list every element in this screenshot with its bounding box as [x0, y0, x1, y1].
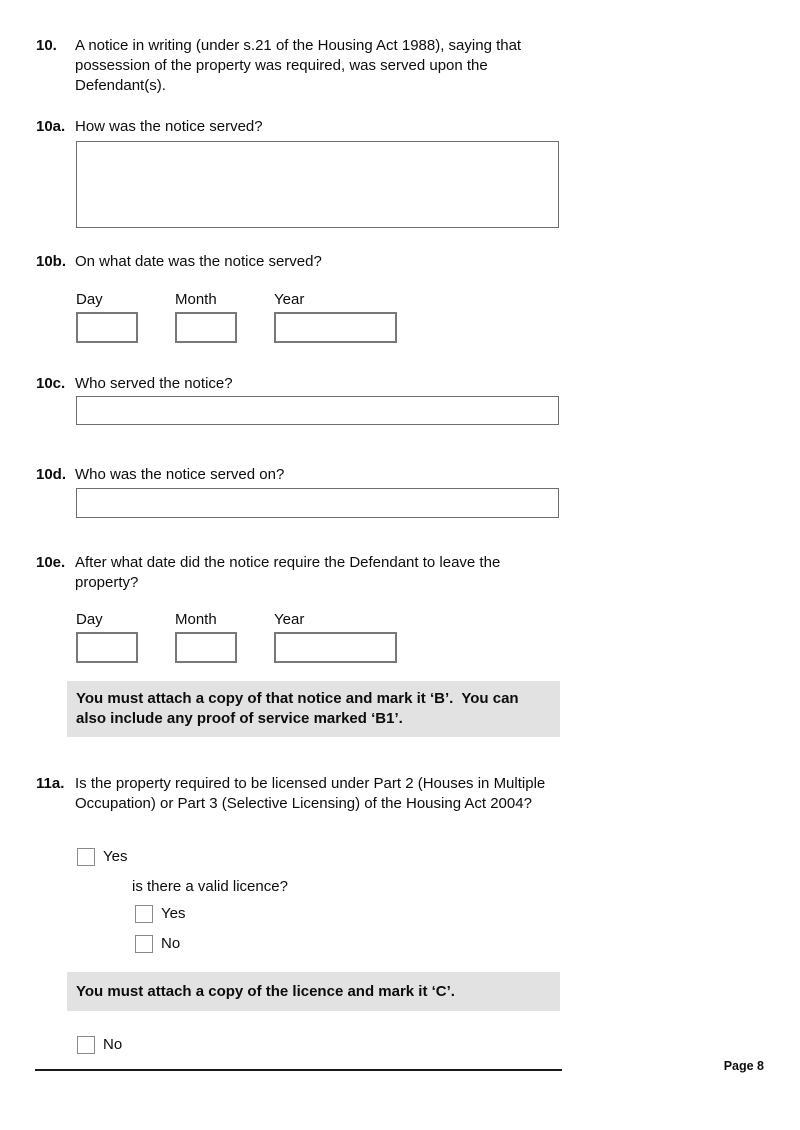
licensed-yes-label: Yes: [103, 848, 128, 865]
licensed-yes-row: [77, 848, 127, 866]
leave-date-month-input[interactable]: [175, 632, 237, 663]
date-served-group: [76, 292, 406, 344]
question-10c-number: 10c.: [36, 375, 66, 392]
leave-date-year-input[interactable]: [274, 632, 397, 663]
question-10-number: 10.: [36, 37, 57, 54]
question-10b-text: On what date was the notice served?: [75, 253, 322, 270]
question-10d: [36, 465, 566, 485]
valid-licence-yes-checkbox[interactable]: [135, 905, 153, 923]
valid-licence-yes-label: Yes: [161, 905, 186, 922]
valid-licence-no-label: No: [161, 935, 181, 952]
question-10e-text: After what date did the notice require the Defendant to leave the property?: [75, 554, 501, 591]
question-10a-number: 10a.: [36, 118, 66, 135]
licensed-yes-checkbox[interactable]: [77, 848, 95, 866]
attach-licence-c-instruction: You must attach a copy of the licence and mark it ‘C’.: [67, 972, 560, 1011]
notice-served-on-input[interactable]: [76, 488, 559, 518]
month-label: Month: [175, 611, 217, 628]
question-10e: [36, 553, 566, 593]
year-label: Year: [274, 291, 305, 308]
valid-licence-question: is there a valid licence?: [132, 878, 288, 895]
valid-licence-no-row: [135, 935, 180, 953]
question-10a: [36, 117, 566, 137]
question-10a-text: How was the notice served?: [75, 118, 263, 135]
licensed-no-checkbox[interactable]: [77, 1036, 95, 1054]
date-served-day-input[interactable]: [76, 312, 138, 343]
valid-licence-yes-row: [135, 905, 185, 923]
question-11a-number: 11a.: [36, 775, 65, 792]
question-10c-text: Who served the notice?: [75, 375, 233, 392]
notice-served-method-input[interactable]: [76, 141, 559, 228]
valid-licence-no-checkbox[interactable]: [135, 935, 153, 953]
page-number: Page 8: [723, 1059, 764, 1073]
question-10d-text: Who was the notice served on?: [75, 466, 285, 483]
question-10b-number: 10b.: [36, 253, 67, 270]
year-label: Year: [274, 611, 305, 628]
footer-rule: [35, 1069, 562, 1071]
date-served-year-input[interactable]: [274, 312, 397, 343]
question-10e-number: 10e.: [36, 554, 66, 571]
date-served-month-input[interactable]: [175, 312, 237, 343]
question-10: [36, 36, 566, 96]
question-10c: [36, 374, 566, 394]
day-label: Day: [76, 291, 103, 308]
month-label: Month: [175, 291, 217, 308]
question-10-text: A notice in writing (under s.21 of the Housing Act 1988), saying that possession of the property was required, was served upon the Defendant(s).: [75, 37, 522, 94]
leave-date-day-input[interactable]: [76, 632, 138, 663]
who-served-notice-input[interactable]: [76, 396, 559, 425]
leave-date-group: [76, 612, 406, 665]
day-label: Day: [76, 611, 103, 628]
licensed-no-row: [77, 1036, 122, 1054]
licensed-no-label: No: [103, 1036, 123, 1053]
question-10b: [36, 252, 566, 272]
question-10d-number: 10d.: [36, 466, 67, 483]
attach-notice-b-instruction: You must attach a copy of that notice and mark it ‘B’. You can also include any proof of service marked ‘B1’.: [67, 681, 560, 737]
question-11a: [36, 774, 570, 814]
question-11a-text: Is the property required to be licensed under Part 2 (Houses in Multiple Occupation) or Part 3 (Selective Licensing) of the Housing Act 2004?: [75, 775, 546, 812]
